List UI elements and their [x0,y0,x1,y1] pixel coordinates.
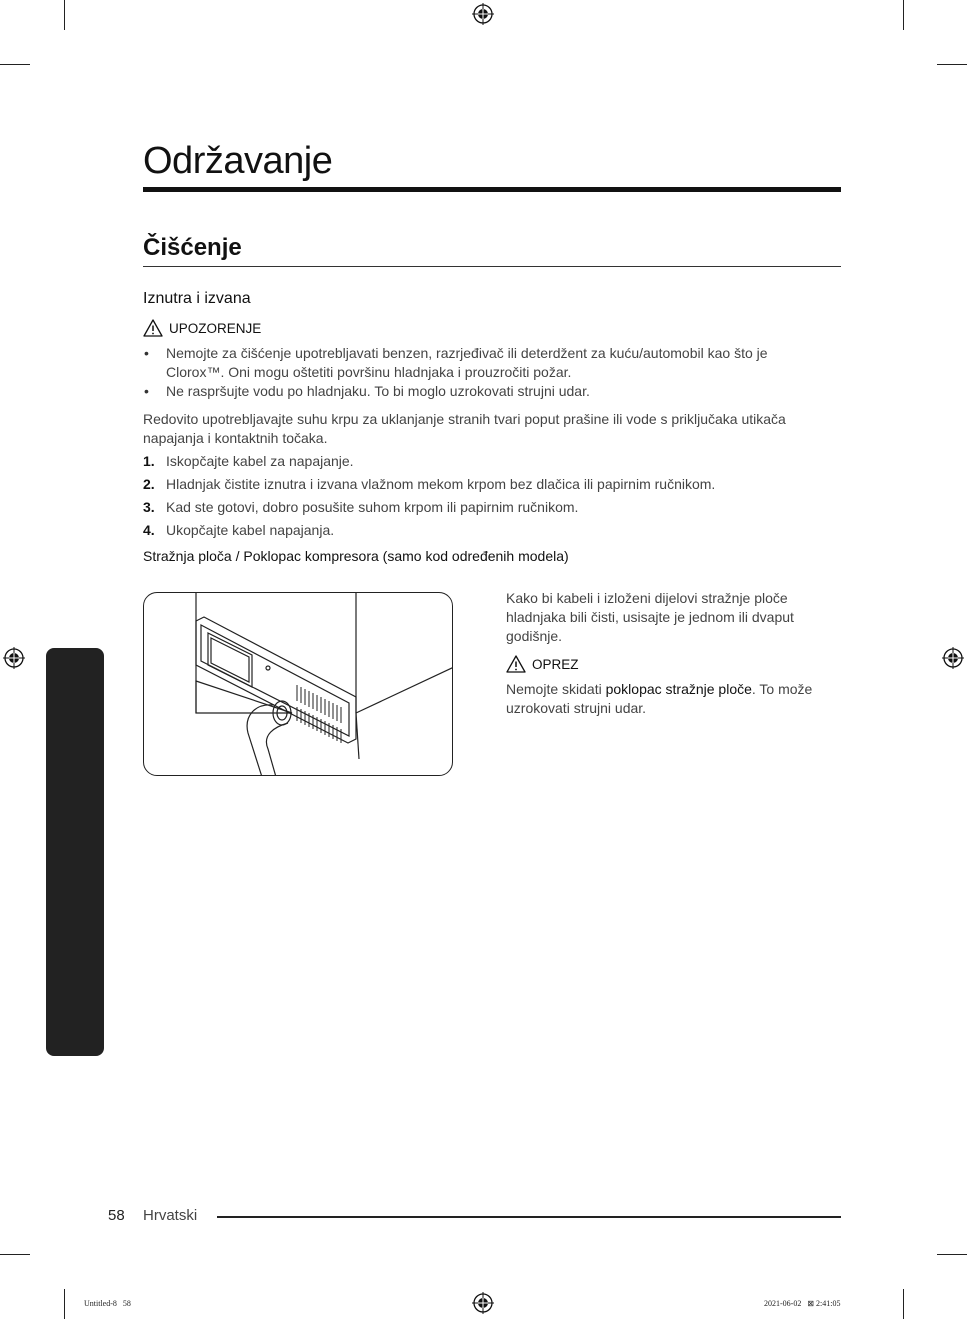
warning-list [143,344,813,401]
step-number: 4. [143,522,155,538]
caution-header [506,655,579,673]
print-info-right: 2021-06-02 ⊠ 2:41:05 [764,1299,841,1308]
title-rule [143,187,841,192]
steps-list [143,452,841,544]
step-text: Ukopčajte kabel napajanja. [166,522,335,538]
warning-triangle-icon [143,319,163,337]
registration-mark-icon [942,647,964,669]
crop-mark-bl-h [0,1254,30,1255]
caution-text: Nemojte skidati [506,681,606,697]
footer-language: Hrvatski [143,1207,198,1224]
list-item [143,452,841,475]
crop-mark-br-v [903,1289,904,1319]
crop-mark-tr-v [903,0,904,30]
registration-mark-icon [472,3,494,25]
caution-text: . To može uzrokovati strujni udar. [506,681,813,716]
registration-mark-icon [3,647,25,669]
step-number: 1. [143,453,155,469]
intro-paragraph: Redovito upotrebljavajte suhu krpu za uklanjanje stranih tvari poput prašine ili vode s priključaka utikača napajanja i kontaktnih točaka. [143,411,786,446]
warning-label: UPOZORENJE [169,320,262,336]
crop-mark-tl-v [64,0,65,30]
caution-label: OPREZ [532,656,579,672]
subsection2-title: Stražnja ploča / Poklopac kompresora (samo kod određenih modela) [143,548,569,564]
crop-mark-tl-h [0,64,30,65]
footer-rule [217,1216,841,1218]
step-text: Iskopčajte kabel za napajanje. [166,453,354,469]
step-text: Kad ste gotovi, dobro posušite suhom krpom ili papirnim ručnikom. [166,499,579,515]
rear-panel-illustration [143,592,453,776]
list-item [143,475,841,498]
registration-mark-icon [472,1292,494,1314]
page-number: 58 [108,1207,125,1224]
list-item [143,498,841,521]
section-title: Čišćenje [143,234,242,261]
caution-paragraph [506,680,836,718]
print-info-left: Untitled-8 58 [84,1299,131,1308]
caution-highlight: poklopac stražnje ploče [605,681,752,697]
page-title: Održavanje [143,140,333,182]
crop-mark-br-h [937,1254,967,1255]
side-tab-label: Održavanje [21,813,37,884]
section-rule [143,266,841,267]
step-number: 3. [143,499,155,515]
subsection-title: Iznutra i izvana [143,290,251,307]
side-chapter-tab [46,648,104,1056]
crop-mark-tr-h [937,64,967,65]
list-item: • Ne raspršujte vodu po hladnjaku. To bi moglo uzrokovati strujni udar. [143,382,813,401]
fridge-rear-drawing [144,593,453,776]
warning-triangle-icon [506,655,526,673]
step-number: 2. [143,476,155,492]
step-text: Hladnjak čistite iznutra i izvana vlažnom mekom krpom bez dlačica ili papirnim ručnikom. [166,476,716,492]
rear-paragraph: Kako bi kabeli i izloženi dijelovi stražnje ploče hladnjaka bili čisti, usisajte je jednom ili dvaput godišnje. [506,590,794,644]
list-item: • Nemojte za čišćenje upotrebljavati benzen, razrjeđivač ili deterdžent za kuću/automobil kao što je Clorox™. Oni mogu oštetiti površinu hladnjaka i prouzročiti požar. [143,344,813,382]
warning-header [143,319,261,337]
list-item [143,521,841,544]
crop-mark-bl-v [64,1289,65,1319]
